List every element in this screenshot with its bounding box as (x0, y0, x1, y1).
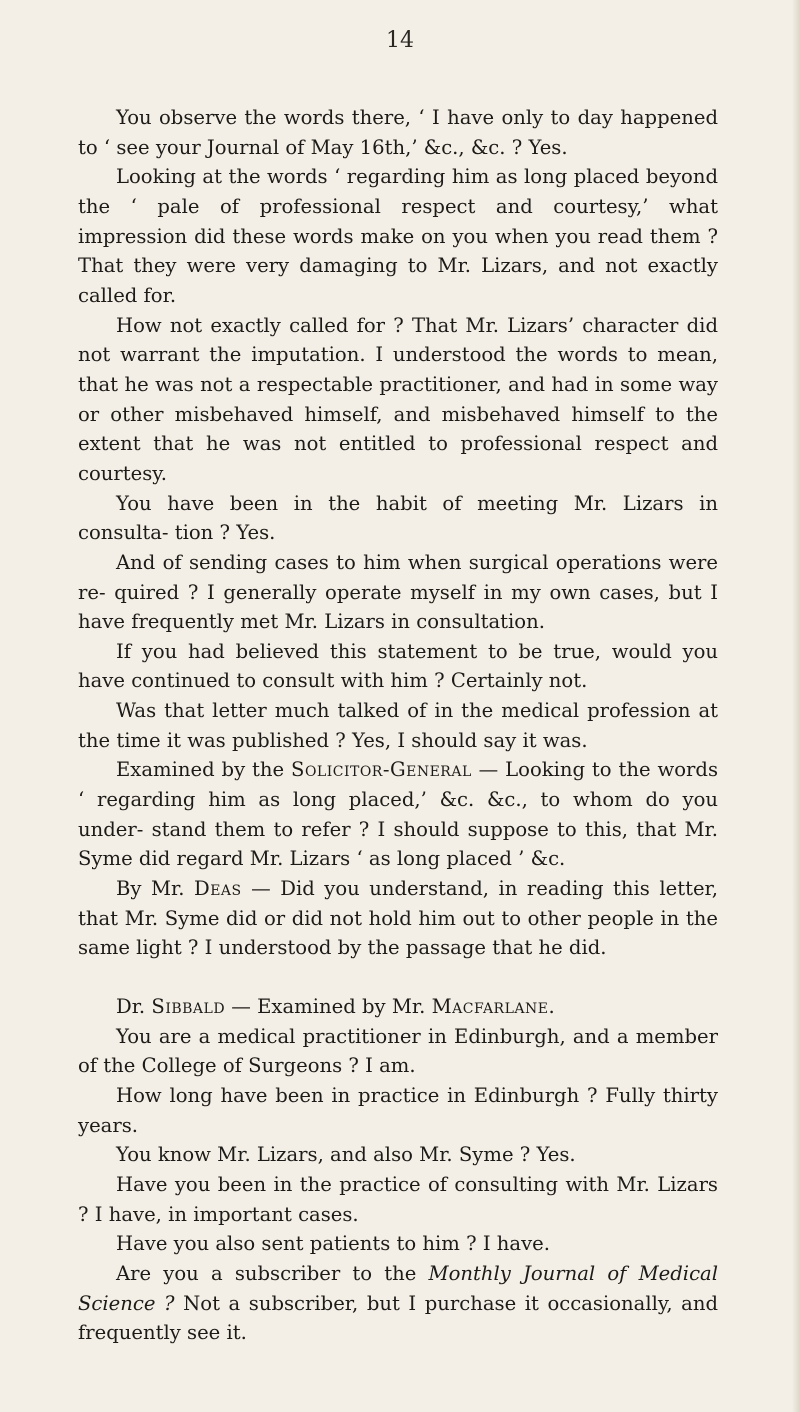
paragraph: Have you also sent patients to him ? I have. (116, 1232, 550, 1256)
journal-title: Monthly Journal of Medical Science ? (78, 1261, 718, 1315)
witness-name: Sibbald (151, 995, 226, 1019)
paragraph: How long have been in practice in Edinburgh ? Fully thirty years. (78, 1084, 718, 1137)
page-body (78, 103, 718, 1348)
paragraph: You have been in the habit of meeting Mr. Lizars in consulta- tion ? Yes. (78, 491, 718, 545)
speaker-name: Deas (194, 877, 242, 901)
examiner-name: Macfarlane (431, 995, 549, 1019)
paragraph: Have you been in the practice of consulting with Mr. Lizars ? I have, in important cases. (78, 1172, 718, 1226)
paragraph: You are a medical practitioner in Edinburgh, and a member of the College of Surgeons ? I am. (78, 1024, 718, 1078)
witness-heading: Dr. Sibbald — Examined by Mr. Macfarlane. (116, 995, 555, 1019)
paragraph: Looking at the words ‘ regarding him as long placed beyond the ‘ pale of professional respect and courtesy,’ what impression did these words make on you when you read them ? That they were very damaging to Mr. Lizars, and not exactly called for. (78, 165, 718, 307)
paragraph: You observe the words there, ‘ I have only to day happened to ‘ see your Journal of May 16th,’ &c., &c. ? Yes. (78, 106, 718, 159)
speaker-name: Solicitor-General (291, 758, 472, 782)
paragraph: By Mr. Deas — Did you understand, in reading this letter, that Mr. Syme did or did not hold him out to other people in the same light ? I understood by the passage that he did. (78, 877, 718, 960)
paragraph: Examined by the Solicitor-General — Looking to the words ‘ regarding him as long placed,’ &c. &c., to whom do you under- stand them to refer ? I should suppose to this, that Mr. Syme did regard Mr. Lizars ‘ as long placed ’ &c. (78, 758, 718, 871)
paragraph: Are you a subscriber to the Monthly Journal of Medical Science ? Not a subscriber, but I purchase it occasionally, and frequently see it. (78, 1261, 719, 1345)
paragraph: Was that letter much talked of in the medical profession at the time it was published ? Yes, I should say it was. (78, 699, 718, 752)
page-number: 14 (386, 28, 414, 53)
paragraph: And of sending cases to him when surgical operations were re- quired ? I generally operate myself in my own cases, but I have frequently met Mr. Lizars in consultation. (78, 550, 718, 634)
paragraph: If you had believed this statement to be true, would you have continued to consult with him ? Certainly not. (78, 639, 718, 693)
page-edge (792, 0, 800, 1412)
paragraph: How not exactly called for ? That Mr. Lizars’ character did not warrant the imputation. I understood the words to mean, that he was not a respectable practitioner, and had in some way or other misbehaved himself, and misbehaved himself to the extent that he was not entitled to professional respect and courtesy. (78, 313, 718, 485)
paragraph: You know Mr. Lizars, and also Mr. Syme ? Yes. (116, 1143, 576, 1167)
